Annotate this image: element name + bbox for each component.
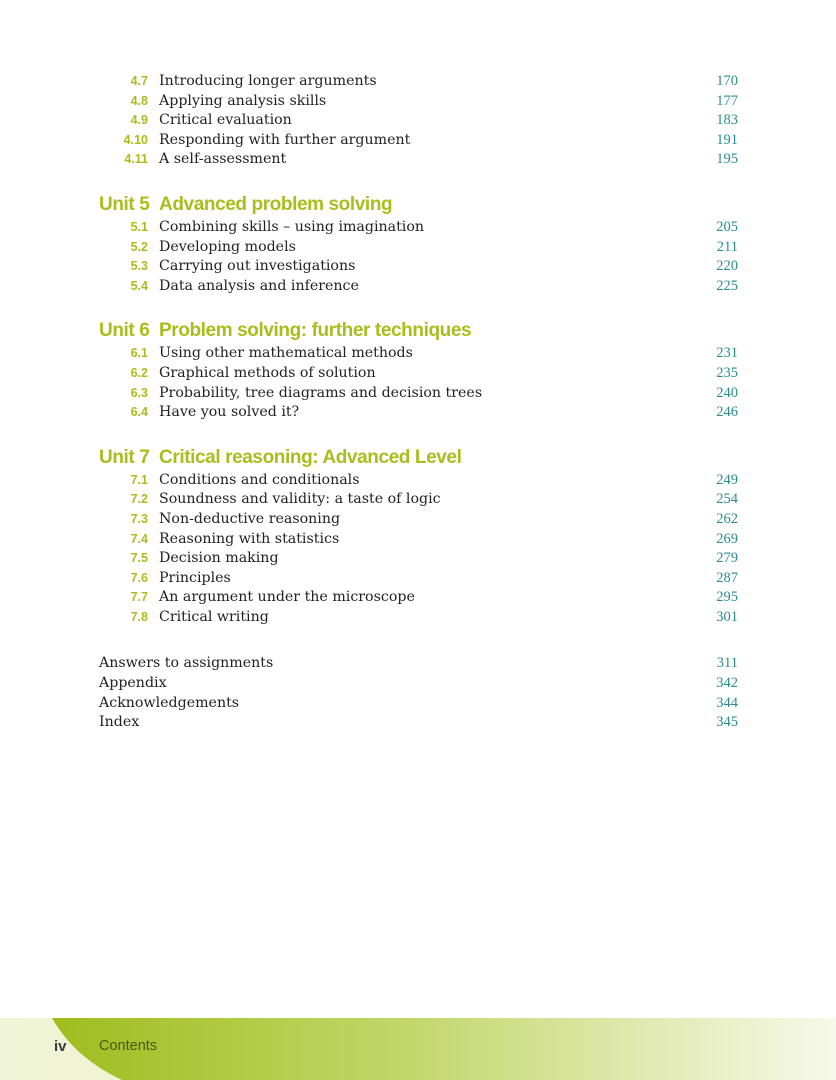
entry-page: 311 — [716, 655, 738, 672]
entry-title: Acknowledgements — [99, 694, 240, 711]
entry-title: Soundness and validity: a taste of logic — [159, 491, 441, 508]
entry-page: 177 — [716, 92, 738, 109]
entry-number: 6.3 — [130, 385, 148, 400]
entry-title: A self-assessment — [159, 151, 287, 168]
unit-heading[interactable] — [0, 318, 836, 344]
entry-title: Non-deductive reasoning — [159, 510, 341, 527]
unit-heading[interactable] — [0, 192, 836, 218]
entry-number: 5.4 — [130, 278, 148, 293]
page-footer — [0, 1018, 836, 1080]
toc-entry[interactable] — [0, 384, 836, 404]
toc-entry[interactable] — [0, 403, 836, 423]
entry-page: 225 — [716, 277, 738, 294]
entry-number: 7.3 — [130, 511, 148, 526]
toc-entry[interactable] — [0, 471, 836, 491]
entry-page: 344 — [716, 694, 738, 711]
unit-title: Problem solving: further techniques — [159, 320, 472, 342]
entry-page: 195 — [716, 151, 738, 168]
unit-title: Critical reasoning: Advanced Level — [159, 446, 462, 468]
unit-heading[interactable] — [0, 445, 836, 471]
toc-entry[interactable] — [0, 257, 836, 277]
entry-number: 6.2 — [130, 365, 148, 380]
unit-label: Unit 5 — [99, 193, 150, 215]
entry-page: 220 — [716, 258, 738, 275]
toc-entry[interactable] — [0, 608, 836, 628]
entry-number: 6.1 — [130, 346, 148, 361]
unit-title: Advanced problem solving — [159, 193, 393, 215]
unit-7-section — [0, 445, 836, 628]
entry-page: 231 — [716, 345, 738, 362]
entry-number: 4.9 — [130, 113, 148, 128]
entry-number: 7.6 — [130, 570, 148, 585]
entry-title: An argument under the microscope — [159, 589, 415, 606]
entry-page: 301 — [716, 608, 738, 625]
entry-number: 7.4 — [130, 531, 148, 546]
toc-entry[interactable] — [0, 218, 836, 238]
entry-number: 6.4 — [130, 405, 148, 420]
unit-5-section — [0, 192, 836, 296]
toc-entry[interactable] — [0, 364, 836, 384]
toc-entry[interactable] — [0, 72, 836, 92]
entry-page: 246 — [716, 404, 738, 421]
entry-page: 262 — [716, 510, 738, 527]
entry-number: 7.2 — [130, 492, 148, 507]
entry-page: 249 — [716, 471, 738, 488]
page-number: iv — [54, 1038, 67, 1055]
back-matter-entry[interactable] — [0, 674, 836, 694]
back-matter-entry[interactable] — [0, 713, 836, 733]
entry-page: 345 — [716, 714, 738, 731]
entry-number: 5.2 — [130, 239, 148, 254]
entry-title: Probability, tree diagrams and decision trees — [159, 384, 483, 401]
toc-entry[interactable] — [0, 111, 836, 131]
toc-entry[interactable] — [0, 150, 836, 170]
back-matter-entry[interactable] — [0, 694, 836, 714]
entry-page: 269 — [716, 530, 738, 547]
back-matter-section — [0, 654, 836, 732]
entry-page: 211 — [716, 238, 738, 255]
entry-number: 7.1 — [130, 472, 148, 487]
entry-title: Using other mathematical methods — [159, 345, 413, 362]
entry-title: Reasoning with statistics — [159, 530, 340, 547]
entry-title: Applying analysis skills — [159, 92, 327, 109]
toc-entry[interactable] — [0, 549, 836, 569]
toc-entry[interactable] — [0, 344, 836, 364]
entry-number: 4.11 — [124, 152, 148, 167]
entry-title: Graphical methods of solution — [159, 364, 376, 381]
toc-entry[interactable] — [0, 569, 836, 589]
entry-title: Have you solved it? — [159, 404, 300, 421]
entry-title: Critical evaluation — [159, 112, 292, 129]
toc-entry[interactable] — [0, 277, 836, 297]
entry-title: Responding with further argument — [159, 131, 411, 148]
entry-title: Appendix — [99, 675, 167, 692]
entry-title: Index — [99, 714, 140, 731]
entry-page: 287 — [716, 569, 738, 586]
entry-number: 4.8 — [130, 93, 148, 108]
entry-title: Decision making — [159, 550, 279, 567]
entry-page: 183 — [716, 112, 738, 129]
toc-entry[interactable] — [0, 131, 836, 151]
entry-page: 240 — [716, 384, 738, 401]
entry-number: 4.10 — [123, 132, 148, 147]
toc-entry[interactable] — [0, 530, 836, 550]
unit-label: Unit 6 — [99, 320, 150, 342]
continued-section — [0, 72, 836, 170]
entry-number: 7.5 — [130, 551, 148, 566]
entry-title: Developing models — [159, 238, 296, 255]
entry-page: 235 — [716, 364, 738, 381]
entry-title: Data analysis and inference — [159, 277, 359, 294]
toc-entry[interactable] — [0, 490, 836, 510]
entry-page: 279 — [716, 550, 738, 567]
entry-page: 170 — [716, 73, 738, 89]
entry-title: Introducing longer arguments — [159, 73, 377, 89]
toc-entry[interactable] — [0, 92, 836, 112]
entry-title: Combining skills – using imagination — [159, 218, 425, 235]
entry-page: 295 — [716, 589, 738, 606]
entry-page: 342 — [716, 675, 738, 692]
toc-entry[interactable] — [0, 588, 836, 608]
entry-number: 5.3 — [130, 259, 148, 274]
entry-page: 254 — [716, 491, 738, 508]
entry-title: Conditions and conditionals — [159, 471, 360, 488]
entry-number: 7.7 — [130, 590, 148, 605]
entry-page: 205 — [716, 218, 738, 235]
entry-number: 7.8 — [130, 609, 148, 624]
toc-entry[interactable] — [0, 510, 836, 530]
back-matter-entry[interactable] — [0, 654, 836, 674]
running-head: Contents — [99, 1038, 158, 1054]
entry-title: Principles — [159, 569, 231, 586]
entry-page: 191 — [716, 131, 738, 148]
table-of-contents — [0, 72, 836, 733]
entry-number: 5.1 — [130, 219, 148, 234]
entry-number: 4.7 — [130, 74, 148, 88]
entry-title: Answers to assignments — [99, 655, 274, 672]
entry-title: Carrying out investigations — [159, 258, 356, 275]
unit-label: Unit 7 — [99, 446, 150, 468]
entry-title: Critical writing — [159, 608, 269, 625]
unit-6-section — [0, 318, 836, 422]
toc-entry[interactable] — [0, 238, 836, 258]
